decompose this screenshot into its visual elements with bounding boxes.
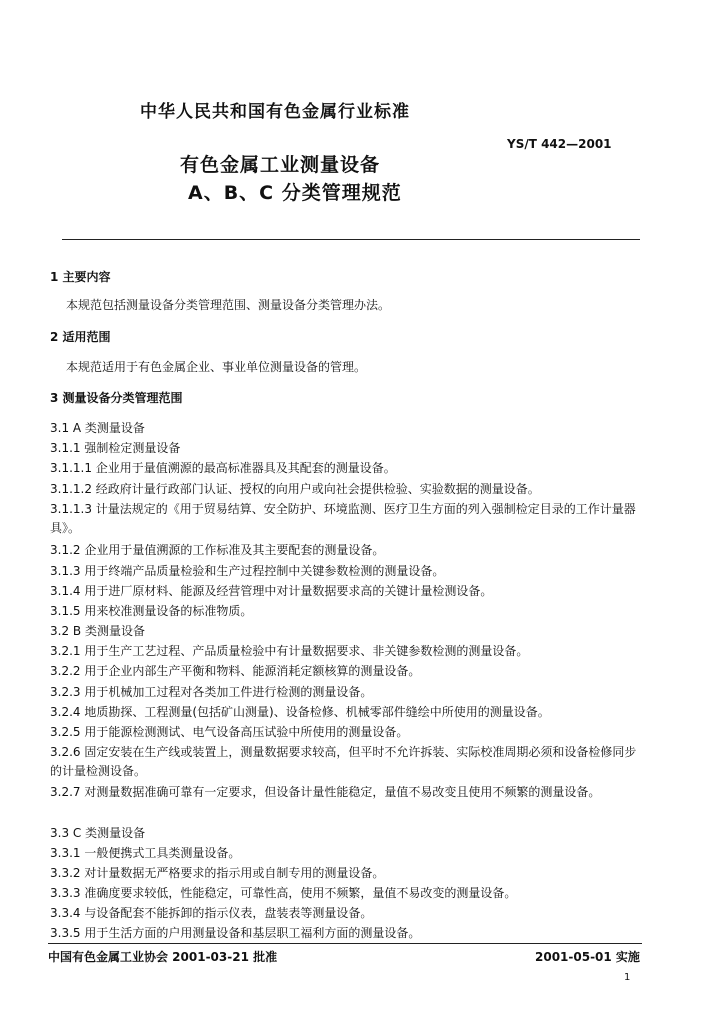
section-1-text: 本规范包括测量设备分类管理范围、测量设备分类管理办法。 bbox=[66, 298, 391, 312]
clause-3-1-5: 3.1.5 用来校准测量设备的标准物质。 bbox=[50, 604, 253, 618]
header-divider bbox=[62, 239, 640, 240]
clause-3-2-1: 3.2.1 用于生产工艺过程、产品质量检验中有计量数据要求、非关键参数检测的测量设备。 bbox=[50, 644, 529, 658]
page-number: 1 bbox=[624, 972, 631, 983]
approval-note: 中国有色金属工业协会 2001-03-21 批准 bbox=[48, 950, 278, 964]
section-3-title: 3 测量设备分类管理范围 bbox=[50, 391, 183, 405]
clause-3-2-4: 3.2.4 地质勘探、工程测量(包括矿山测量)、设备检修、机械零部件缝绘中所使用的测量设备。 bbox=[50, 705, 550, 719]
clause-3-2-3: 3.2.3 用于机械加工过程对各类加工件进行检测的测量设备。 bbox=[50, 685, 373, 699]
clause-3-2-5: 3.2.5 用于能源检测测试、电气设备高压试验中所使用的测量设备。 bbox=[50, 725, 409, 739]
clause-3-1: 3.1 A 类测量设备 bbox=[50, 421, 145, 435]
section-2-text: 本规范适用于有色金属企业、事业单位测量设备的管理。 bbox=[66, 360, 367, 374]
clause-3-3: 3.3 C 类测量设备 bbox=[50, 826, 146, 840]
clause-3-3-4: 3.3.4 与设备配套不能拆卸的指示仪表，盘装表等测量设备。 bbox=[50, 906, 373, 920]
title-line-1: 有色金属工业测量设备 bbox=[180, 154, 381, 176]
standard-code: YS/T 442—2001 bbox=[507, 137, 612, 151]
clause-3-2-6: 3.2.6 固定安装在生产线或装置上，测量数据要求较高，但平时不允许拆装、实际校准周期必须和设备检修同步的计量检测设备。 bbox=[50, 745, 637, 778]
clause-3-1-1-1: 3.1.1.1 企业用于量值溯源的最高标准器具及其配套的测量设备。 bbox=[50, 461, 396, 475]
clause-3-1-3: 3.1.3 用于终端产品质量检验和生产过程控制中关键参数检测的测量设备。 bbox=[50, 564, 445, 578]
clause-3-1-2: 3.1.2 企业用于量值溯源的工作标准及其主要配套的测量设备。 bbox=[50, 543, 385, 557]
implementation-date: 2001-05-01 实施 bbox=[535, 950, 640, 964]
clause-3-2-2: 3.2.2 用于企业内部生产平衡和物料、能源消耗定额核算的测量设备。 bbox=[50, 664, 421, 678]
clause-3-3-3: 3.3.3 准确度要求较低，性能稳定，可靠性高，使用不频繁，量值不易改变的测量设备。 bbox=[50, 886, 517, 900]
clause-3-1-4: 3.1.4 用于进厂原材料、能源及经营管理中对计量数据要求高的关键计量检测设备。 bbox=[50, 584, 493, 598]
title-line-2: A、B、C 分类管理规范 bbox=[188, 182, 402, 204]
clause-3-3-5: 3.3.5 用于生活方面的户用测量设备和基层职工福利方面的测量设备。 bbox=[50, 926, 421, 940]
clause-3-2-7: 3.2.7 对测量数据准确可靠有一定要求，但设备计量性能稳定，量值不易改变且使用不频繁的测量设备。 bbox=[50, 785, 601, 799]
clause-3-1-1-2: 3.1.1.2 经政府计量行政部门认证、授权的向用户或向社会提供检验、实验数据的测量设备。 bbox=[50, 482, 540, 496]
footer-divider bbox=[48, 943, 642, 944]
clause-3-3-2: 3.3.2 对计量数据无严格要求的指示用或自制专用的测量设备。 bbox=[50, 866, 385, 880]
section-1-title: 1 主要内容 bbox=[50, 270, 111, 284]
section-2-title: 2 适用范围 bbox=[50, 330, 111, 344]
header-organization: 中华人民共和国有色金属行业标准 bbox=[140, 102, 410, 122]
clause-3-3-1: 3.3.1 一般便携式工具类测量设备。 bbox=[50, 846, 241, 860]
clause-3-2: 3.2 B 类测量设备 bbox=[50, 624, 145, 638]
clause-3-1-1: 3.1.1 强制检定测量设备 bbox=[50, 441, 181, 455]
clause-3-1-1-3: 3.1.1.3 计量法规定的《用于贸易结算、安全防护、环境监测、医疗卫生方面的列入强制检定目录的工作计量器具》。 bbox=[50, 502, 636, 535]
